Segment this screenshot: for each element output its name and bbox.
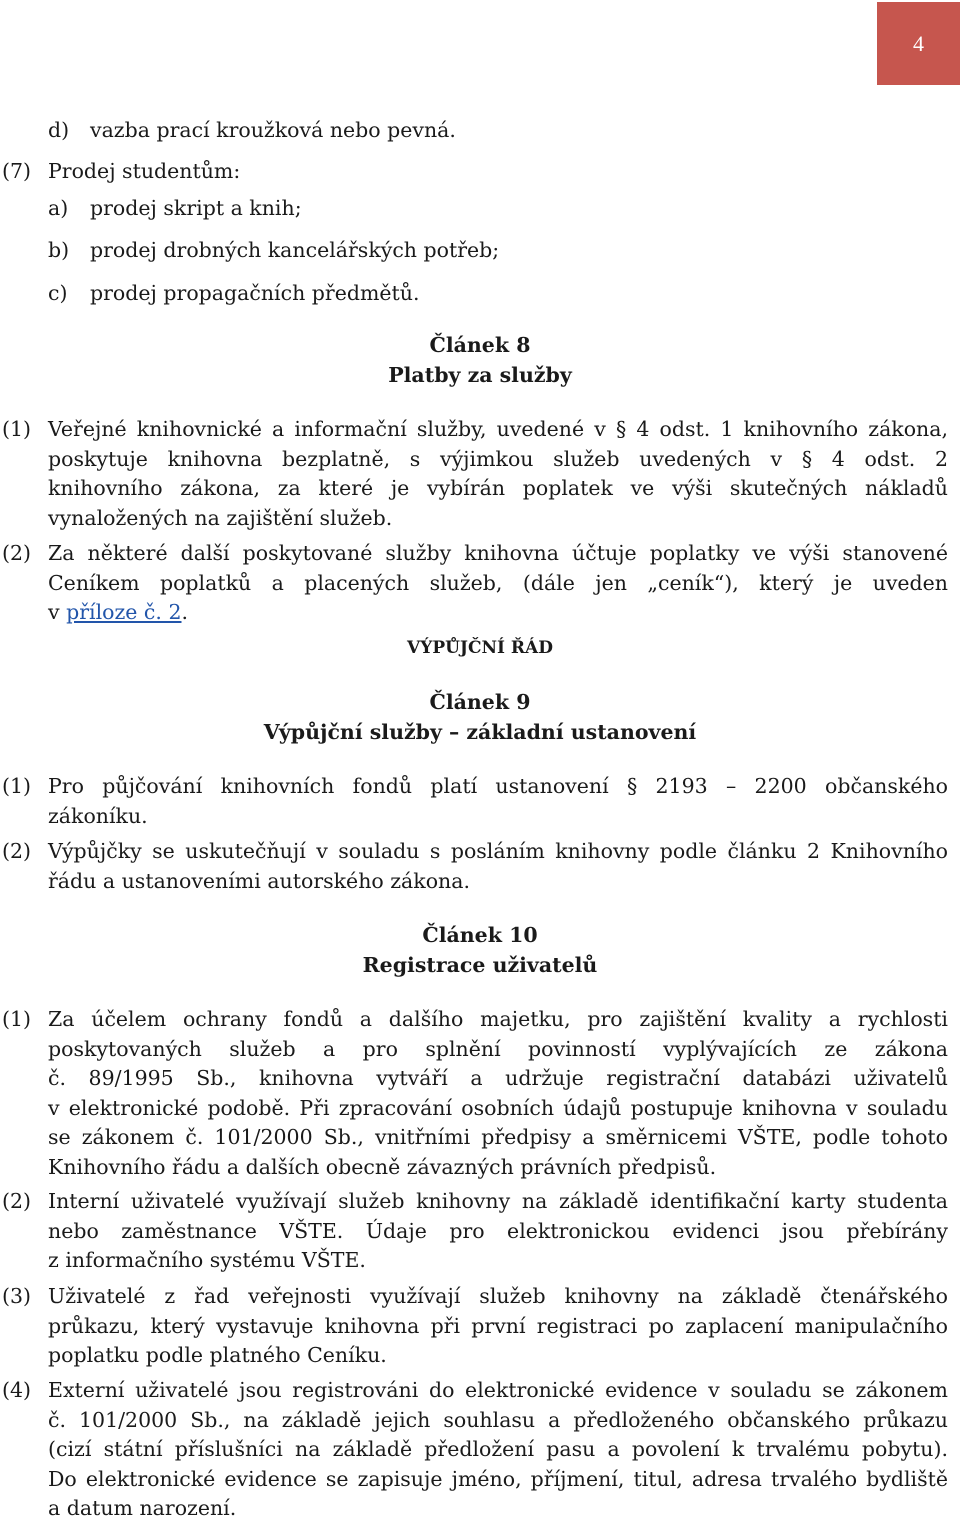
- article-9-subtitle: Výpůjční služby – základní ustanovení: [263, 720, 697, 744]
- page-number: 4: [913, 30, 924, 56]
- page-number-badge: [877, 2, 960, 85]
- article-10-subtitle: Registrace uživatelů: [362, 953, 598, 977]
- article-8-subtitle: Platby za služby: [388, 363, 572, 387]
- article-8-title: Článek 8: [429, 333, 531, 357]
- article-9-title: Článek 9: [429, 690, 531, 714]
- annex-2-link[interactable]: příloze č. 2: [66, 600, 182, 624]
- article-10-title: Článek 10: [422, 923, 538, 947]
- section-heading: VÝPŮJČNÍ ŘÁD: [407, 638, 553, 658]
